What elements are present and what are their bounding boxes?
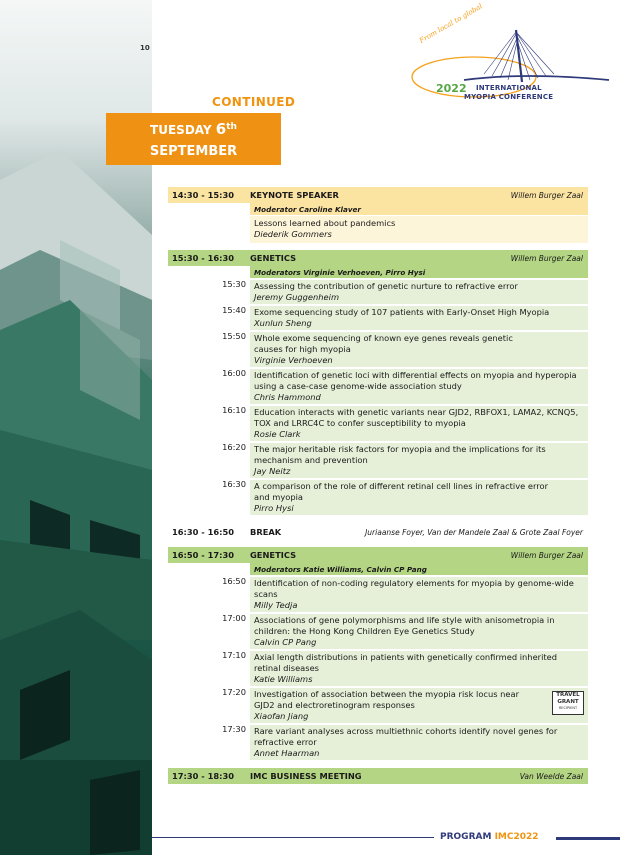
talk-time: 15:50: [222, 331, 246, 341]
talk-time: 17:30: [222, 724, 246, 734]
talk-title-line1: A comparison of the role of different retinal cell lines in refractive error: [254, 481, 548, 491]
talk-row: [168, 576, 588, 612]
session-title: IMC BUSINESS MEETING: [250, 771, 362, 781]
talk-title-line1: The major heritable risk factors for myopia and the implications for its: [254, 444, 546, 454]
date-number: 6: [215, 120, 227, 138]
talk-speaker: Jeremy Guggenheim: [254, 292, 340, 302]
session-time: 16:50 - 17:30: [172, 550, 235, 560]
month: SEPTEMBER: [149, 144, 238, 159]
talk-time: 17:00: [222, 613, 246, 623]
page-number: 10: [140, 44, 150, 52]
talk-speaker: Xunlun Sheng: [254, 318, 312, 328]
session-header: [168, 768, 588, 784]
talk-speaker: Jay Neitz: [254, 466, 291, 476]
talk-row: [168, 405, 588, 441]
talk-title-line1: Identification of genetic loci with differential effects on myopia and hyperopia: [254, 370, 577, 380]
talk-title-line2: causes for high myopia: [254, 344, 351, 354]
talk-time: 17:10: [222, 650, 246, 660]
logo-title-line2: MYOPIA CONFERENCE: [464, 93, 554, 101]
footer-label: [440, 832, 539, 842]
session-title: BREAK: [250, 527, 282, 537]
session-time: 14:30 - 15:30: [172, 190, 235, 200]
session-moderator: Moderators Virginie Verhoeven, Pirro Hysi: [250, 266, 588, 278]
talk-time: 16:30: [222, 479, 246, 489]
talk-title-line1: Associations of gene polymorphisms and life style with anisometropia in: [254, 615, 555, 625]
session-moderator: Moderators Katie Williams, Calvin CP Pang: [250, 563, 588, 575]
talk-title: Exome sequencing study of 107 patients with Early-Onset High Myopia: [254, 307, 550, 317]
talk-list: [168, 576, 588, 760]
talk-speaker: Calvin CP Pang: [254, 637, 317, 647]
logo-year: 2022: [436, 82, 467, 95]
badge-line1: TRAVEL: [556, 692, 580, 698]
talk-title-line2: TOX and LRRC4C to confer susceptibility to myopia: [254, 418, 466, 428]
talk-time: 16:50: [222, 576, 246, 586]
talk-title-line1: Axial length distributions in patients with genetically confirmed inherited: [254, 652, 558, 662]
logo-title-line1: INTERNATIONAL: [476, 84, 542, 92]
talk-title-line1: Rare variant analyses across multiethnic cohorts identify novel genes for: [254, 726, 558, 736]
talk-row: [168, 331, 588, 367]
talk-list: [168, 279, 588, 515]
talk-speaker: Xiaofan Jiang: [254, 711, 309, 721]
talk-row: [168, 687, 588, 723]
badge-line2: GRANT: [557, 698, 579, 705]
footer-prefix: PROGRAM: [440, 832, 492, 842]
session-title: GENETICS: [250, 550, 297, 560]
weekday: TUESDAY: [150, 123, 212, 137]
talk-speaker: Diederik Gommers: [254, 229, 332, 239]
talk-time: 16:20: [222, 442, 246, 452]
continued-label: CONTINUED: [212, 95, 296, 109]
talk-title-line1: Whole exome sequencing of known eye genes reveals genetic: [254, 333, 513, 343]
talk-row: [168, 479, 588, 515]
talk-time: 16:10: [222, 405, 246, 415]
talk-speaker: Virginie Verhoeven: [254, 355, 333, 365]
break-row: [168, 524, 588, 540]
session-header: [168, 250, 588, 266]
date-suffix: th: [226, 122, 237, 132]
talk-row: [168, 724, 588, 760]
talk-title-line2: and myopia: [254, 492, 303, 502]
session-location: Willem Burger Zaal: [510, 190, 583, 200]
footer-rule-left: [152, 837, 434, 838]
footer-accent: IMC2022: [494, 832, 539, 842]
session-location: Willem Burger Zaal: [510, 550, 583, 560]
talk-title-line2: children: the Hong Kong Children Eye Genetics Study: [254, 626, 475, 636]
talk-title: Assessing the contribution of genetic nurture to refractive error: [254, 281, 518, 291]
talk-speaker: Rosie Clark: [254, 429, 301, 439]
talk-title-line1: Investigation of association between the myopia risk locus near: [254, 689, 520, 699]
badge-line3: RECIPIENT: [558, 706, 578, 710]
keynote-item: [250, 216, 588, 243]
talk-time: 17:20: [222, 687, 246, 697]
talk-time: 16:00: [222, 368, 246, 378]
footer-rule-right: [556, 837, 620, 840]
talk-title: Lessons learned about pandemics: [254, 218, 396, 228]
schedule-table: [168, 186, 588, 784]
day-banner: [106, 113, 281, 165]
talk-row: [168, 442, 588, 478]
talk-title-line2: retinal diseases: [254, 663, 320, 673]
talk-title-line2: refractive error: [254, 737, 317, 747]
talk-title: Identification of non-coding regulatory elements for myopia by genome-wide scans: [254, 578, 574, 599]
session-location: Van Weelde Zaal: [519, 771, 583, 781]
talk-row: [168, 368, 588, 404]
conference-logo: [404, 2, 614, 114]
session-moderator: Moderator Caroline Klaver: [250, 203, 588, 215]
session-time: 15:30 - 16:30: [172, 253, 235, 263]
talk-row: [168, 650, 588, 686]
talk-speaker: Pirro Hysi: [254, 503, 294, 513]
talk-row: [168, 279, 588, 304]
talk-title-line2: using a case-case genome-wide association study: [254, 381, 462, 391]
session-location: Willem Burger Zaal: [510, 253, 583, 263]
session-header: [168, 187, 588, 203]
talk-speaker: Chris Hammond: [254, 392, 321, 402]
talk-speaker: Milly Tedja: [254, 600, 298, 610]
session-location: Juriaanse Foyer, Van der Mandele Zaal & Grote Zaal Foyer: [365, 527, 583, 537]
session-header: [168, 547, 588, 563]
talk-row: [168, 613, 588, 649]
logo-tagline: From local to global: [418, 2, 484, 45]
session-title: GENETICS: [250, 253, 297, 263]
session-time: 17:30 - 18:30: [172, 771, 235, 781]
talk-speaker: Katie Williams: [254, 674, 313, 684]
talk-time: 15:40: [222, 305, 246, 315]
talk-title-line1: Education interacts with genetic variants near GJD2, RBFOX1, LAMA2, KCNQ5,: [254, 407, 579, 417]
talk-title-line2: GJD2 and electroretinogram responses: [254, 700, 415, 710]
day-weekday-date: [106, 120, 281, 138]
talk-speaker: Annet Haarman: [254, 748, 320, 758]
session-time: 16:30 - 16:50: [172, 527, 235, 537]
talk-time: 15:30: [222, 279, 246, 289]
session-title: KEYNOTE SPEAKER: [250, 190, 339, 200]
travel-grant-badge: [552, 691, 584, 715]
talk-row: [168, 305, 588, 330]
talk-title-line2: mechanism and prevention: [254, 455, 368, 465]
